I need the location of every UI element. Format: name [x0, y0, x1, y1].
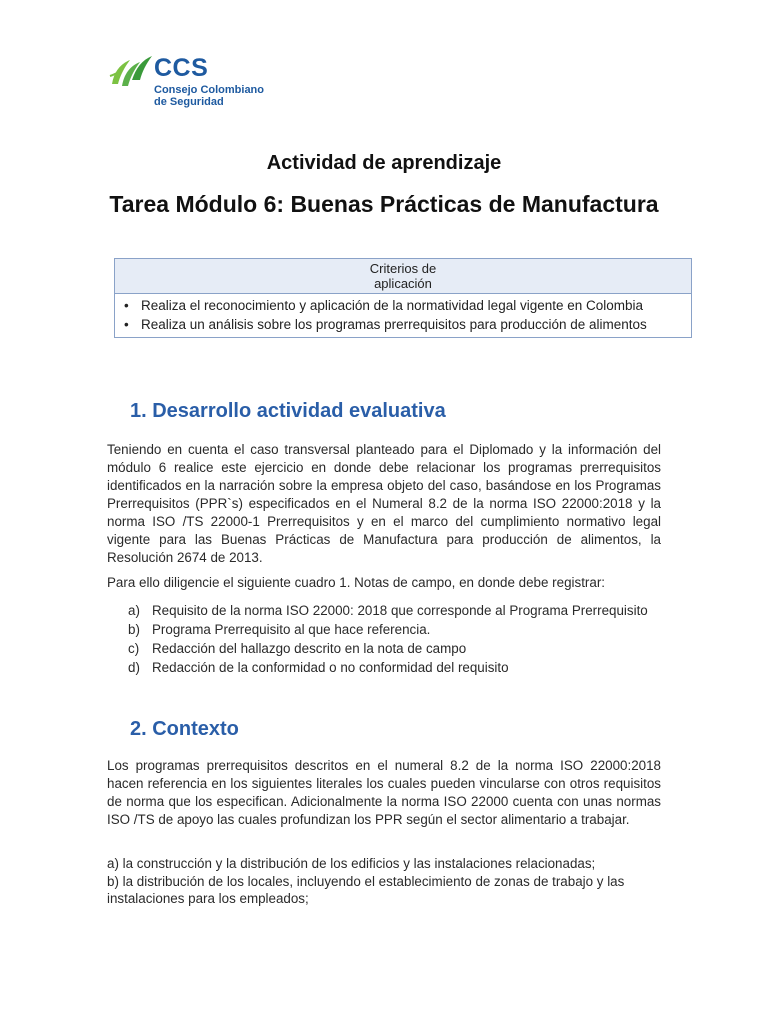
logo-brand-text: CCS — [154, 54, 209, 82]
criteria-header — [115, 259, 691, 294]
bullet-icon: • — [124, 298, 129, 313]
logo-subtitle-line2: de Seguridad — [154, 96, 224, 108]
logo-subtitle-line1: Consejo Colombiano — [154, 84, 264, 96]
list-item — [128, 620, 662, 639]
section-heading-context: 2. Contexto — [130, 718, 239, 740]
requirements-list — [128, 601, 662, 677]
logo-subtitle — [154, 84, 274, 108]
literal-b: b) la distribución de los locales, incluyendo el establecimiento de zonas de trabajo y las instalaciones para los empleados; — [107, 873, 625, 906]
fill-instruction: Para ello diligencie el siguiente cuadro 1. Notas de campo, en donde debe registrar: — [107, 575, 605, 590]
criteria-item — [121, 296, 685, 315]
list-marker: a) — [128, 603, 140, 618]
criteria-item-text: Realiza el reconocimiento y aplicación de la normatividad legal vigente en Colombia — [141, 298, 644, 313]
list-item-text: Programa Prerrequisito al que hace referencia. — [152, 622, 431, 637]
criteria-header-line1: Criterios de — [369, 261, 437, 276]
criteria-body — [115, 294, 691, 337]
literal-a: a) la construcción y la distribución de los edificios y las instalaciones relacionadas; — [107, 856, 596, 871]
list-marker: d) — [128, 660, 140, 675]
context-literals — [107, 855, 667, 908]
criteria-item — [121, 315, 685, 334]
leaf-logo-icon — [108, 50, 154, 90]
criteria-table — [114, 258, 692, 338]
intro-paragraph: Teniendo en cuenta el caso transversal planteado para el Diplomado y la información del módulo 6 realice este ejercicio en donde debe relacionar los programas prerrequisitos identificados en la narración sobre la empresa objeto del caso, basándose en los Programas Prerrequisitos (PPR`s) especificados en el Numeral 8.2 de la norma ISO 22000:2018 y la norma ISO /TS 22000-1 Prerrequisitos y en el marco del cumplimiento normativo legal vigente para las Buenas Prácticas de Manufactura para producción de alimentos, la Resolución 2674 de 2013. — [107, 442, 661, 565]
criteria-item-text: Realiza un análisis sobre los programas prerrequisitos para producción de alimentos — [141, 317, 647, 332]
list-marker: c) — [128, 641, 140, 656]
list-item — [128, 601, 662, 620]
section-heading-development: 1. Desarrollo actividad evaluativa — [130, 400, 446, 422]
context-paragraph: Los programas prerrequisitos descritos en el numeral 8.2 de la norma ISO 22000:2018 hacen referencia en los siguientes literales los cuales pueden vincularse con otros requisitos de norma que los especifican. Adicionalmente la norma ISO 22000 cuenta con unas normas ISO /TS de apoyo las cuales profundizan los PPR según el sector alimentario a trabajar. — [107, 758, 661, 827]
activity-title: Actividad de aprendizaje — [266, 152, 502, 174]
list-item-text: Redacción de la conformidad o no conformidad del requisito — [152, 660, 509, 675]
list-item-text: Redacción del hallazgo descrito en la nota de campo — [152, 641, 467, 656]
list-item-text: Requisito de la norma ISO 22000: 2018 que corresponde al Programa Prerrequisito — [152, 603, 648, 618]
list-item — [128, 639, 662, 658]
list-marker: b) — [128, 622, 140, 637]
bullet-icon: • — [124, 317, 129, 332]
criteria-header-line2: aplicación — [374, 276, 432, 291]
task-title: Tarea Módulo 6: Buenas Prácticas de Manufactura — [109, 191, 659, 217]
ccs-logo — [108, 44, 268, 114]
list-item — [128, 658, 662, 677]
